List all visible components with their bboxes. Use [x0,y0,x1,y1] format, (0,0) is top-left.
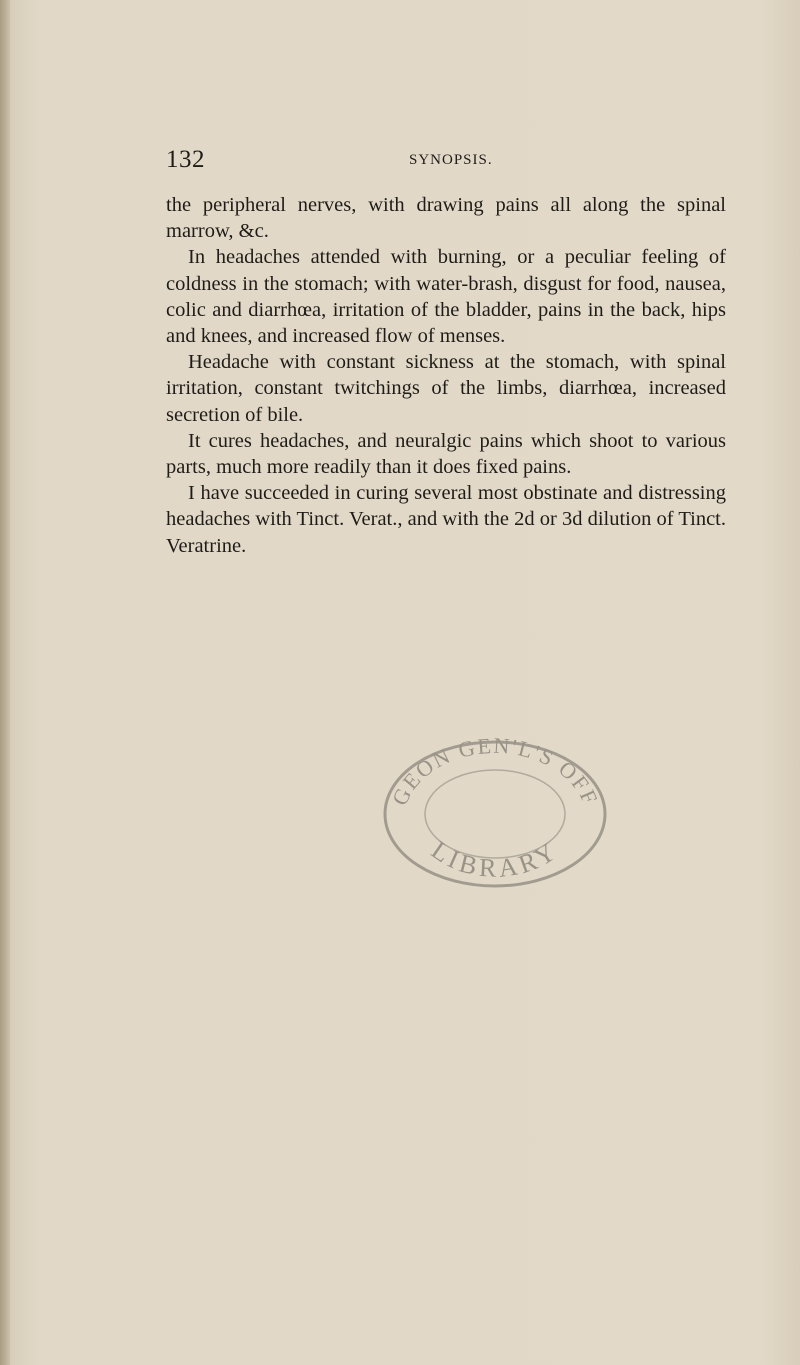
paragraph-neuralgic-pains: It cures headaches, and neuralgic pains which shoot to various parts, much more readily than it does fixed pains. [166,429,726,479]
paragraph-headache-sickness: Headache with constant sickness at the stomach, with spinal irritation, constant twitchings of the limbs, diarrhœa, increased secretion of bile. [166,351,726,426]
paragraph-tinct-verat: I have succeeded in curing several most obstinate and distressing headaches with Tinct. Verat., and with the 2d or 3d dilution of Tinct. Veratrine. [166,482,726,557]
running-head: SYNOPSIS. [409,152,493,168]
page-number: 132 [166,146,205,173]
paragraph-continuation: the peripheral nerves, with drawing pains all along the spinal marrow, &c. [166,194,726,243]
page-header [166,146,726,176]
page-gutter [0,0,10,1365]
paragraph-headaches-burning: In headaches attended with burning, or a peculiar feeling of coldness in the stomach; with water-brash, disgust for food, nausea, colic and diarrhœa, irritation of the bladder, pains in the back, hips and knees, and increased flow of menses. [166,246,726,348]
svg-text:GEON GEN'L'S OFF: GEON GEN'L'S OFF [386,732,604,810]
library-stamp [363,728,623,888]
body-text [166,192,726,559]
svg-text:LIBRARY: LIBRARY [426,835,564,883]
